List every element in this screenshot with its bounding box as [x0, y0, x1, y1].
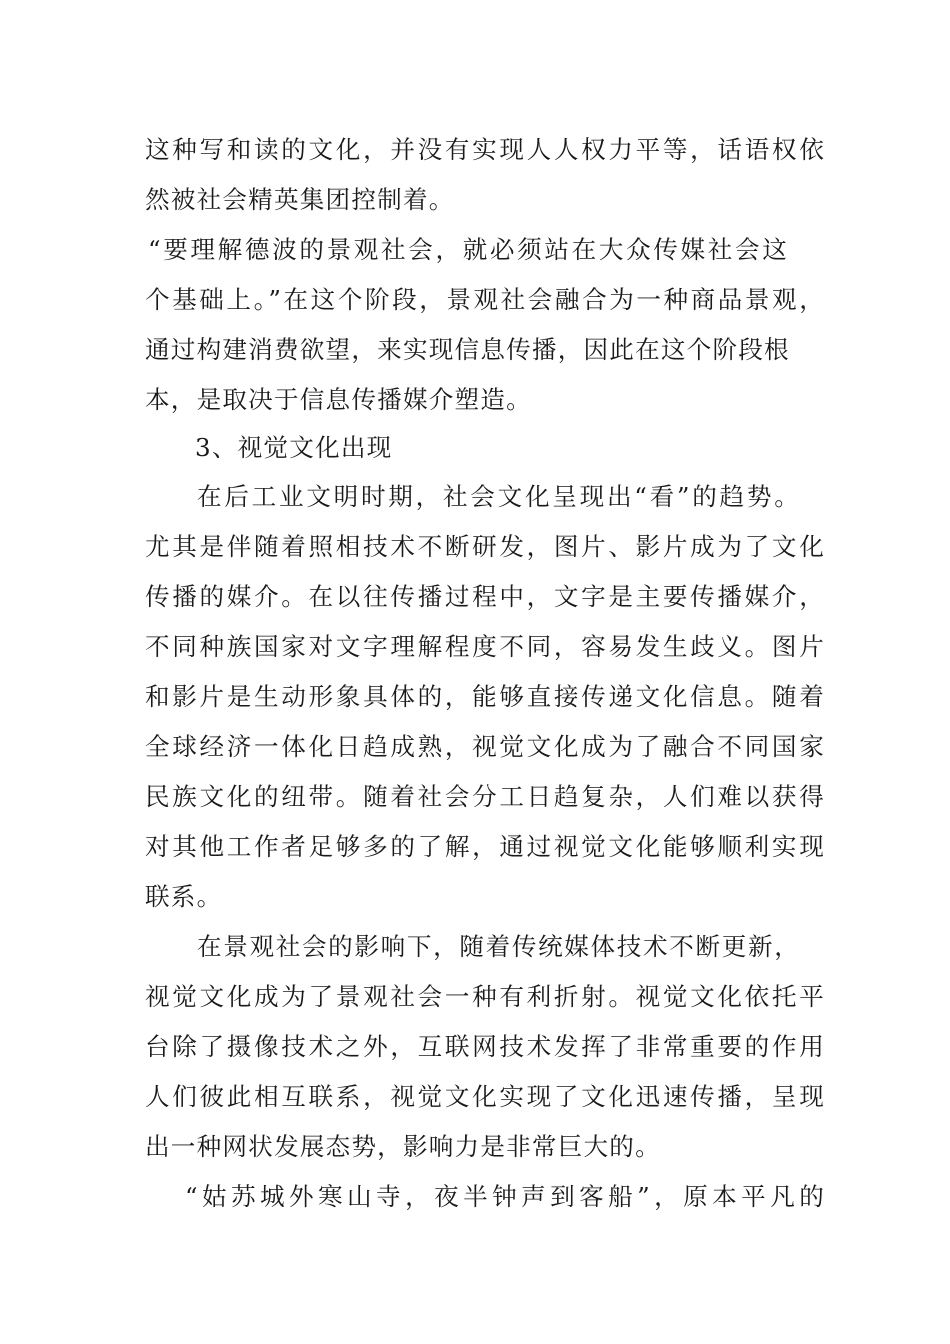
- text-line: 尤其是伴随着照相技术不断研发，图片、影片成为了文化: [145, 532, 825, 561]
- text-line: 出一种网状发展态势，影响力是非常巨大的。: [145, 1132, 661, 1161]
- text-line: 台除了摄像技术之外，互联网技术发挥了非常重要的作用: [145, 1032, 825, 1061]
- text-line: 和影片是生动形象具体的，能够直接传递文化信息。随着: [145, 682, 825, 711]
- text-line: 联系。: [145, 882, 223, 911]
- text-line: “要理解德波的景观社会，就必须站在大众传媒社会这: [148, 235, 788, 264]
- text-line: 在景观社会的影响下，随着传统媒体技术不断更新，: [197, 932, 800, 961]
- text-line: 全球经济一体化日趋成熟，视觉文化成为了融合不同国家: [145, 732, 825, 761]
- text-line: 通过构建消费欲望，来实现信息传播，因此在这个阶段根: [145, 335, 790, 364]
- text-line: 个基础上。”在这个阶段，景观社会融合为一种商品景观，: [145, 285, 825, 314]
- text-line: 视觉文化成为了景观社会一种有利折射。视觉文化依托平: [145, 982, 825, 1011]
- text-line: 人们彼此相互联系，视觉文化实现了文化迅速传播，呈现: [145, 1082, 825, 1111]
- text-line: 然被社会精英集团控制着。: [145, 185, 455, 214]
- text-line: 传播的媒介。在以往传播过程中，文字是主要传播媒介，: [145, 582, 825, 611]
- text-line: 民族文化的纽带。随着社会分工日趋复杂，人们难以获得: [145, 782, 825, 811]
- section-heading: 3、视觉文化出现: [195, 433, 393, 462]
- text-line: 不同种族国家对文字理解程度不同，容易发生歧义。图片: [145, 632, 825, 661]
- text-line: 这种写和读的文化，并没有实现人人权力平等，话语权依: [145, 135, 825, 164]
- text-line: 对其他工作者足够多的了解，通过视觉文化能够顺利实现: [145, 832, 825, 861]
- text-line: 本，是取决于信息传播媒介塑造。: [145, 385, 532, 414]
- text-line: 在后工业文明时期，社会文化呈现出“看”的趋势。: [197, 482, 800, 511]
- text-line: “姑苏城外寒山寺，夜半钟声到客船”，原本平凡的: [185, 1182, 825, 1211]
